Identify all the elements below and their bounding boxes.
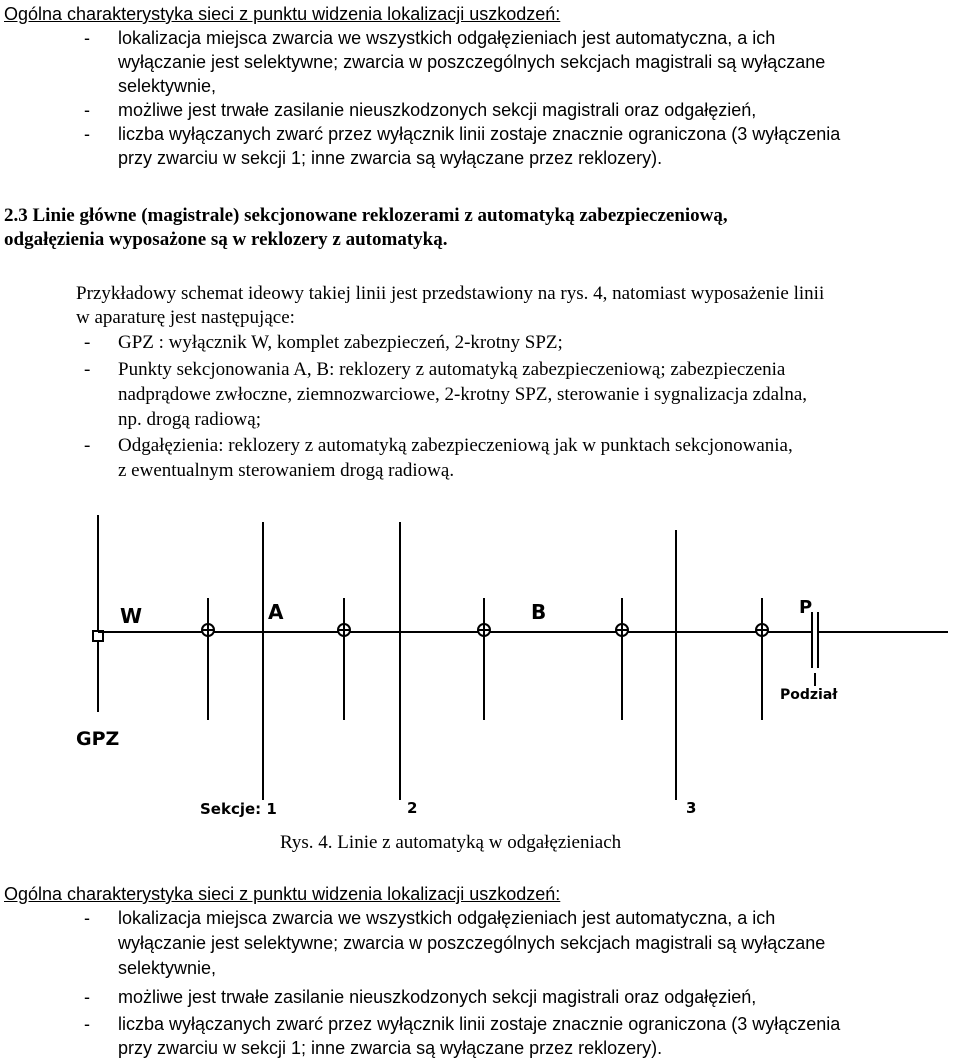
section1-bullet3-dash: - [84, 124, 90, 144]
label-p: P [799, 597, 813, 618]
section3-heading: Ogólna charakterystyka sieci z punktu widzenia lokalizacji uszkodzeń: [4, 884, 561, 904]
section1-bullet2-line1: możliwe jest trwałe zasilanie nieuszkodzonych sekcji magistrali oraz odgałęzień, [118, 100, 757, 120]
section1-bullet1-line1: lokalizacja miejsca zwarcia we wszystkich odgałęzieniach jest automatyczna, a ich [118, 28, 776, 48]
label-section-2: 2 [407, 799, 418, 817]
recloser-symbol-3 [478, 624, 490, 636]
section2-item2-line3: np. drogą radiową; [118, 409, 261, 430]
section2-intro-line2: w aparaturę jest następujące: [76, 307, 295, 328]
section2-item2-dash: - [84, 359, 91, 380]
section2-item1-dash: - [84, 332, 91, 353]
label-gpz: GPZ [76, 728, 120, 750]
recloser-symbol-4 [616, 624, 628, 636]
section1-bullet1-line3: selektywnie, [118, 76, 217, 96]
section2-item3-line1: Odgałęzienia: reklozery z automatyką zabezpieczeniową jak w punktach sekcjonowania, [118, 435, 793, 456]
section3-bullet1-line2: wyłączanie jest selektywne; zwarcia w poszczególnych sekcjach magistrali są wyłączane [118, 933, 826, 953]
section1-bullet1-dash: - [84, 28, 90, 48]
section3-bullet1-line3: selektywnie, [118, 958, 217, 978]
label-a: A [268, 600, 284, 624]
section1-bullet3-line1: liczba wyłączanych zwarć przez wyłącznik linii zostaje znacznie ograniczona (3 wyłączenia [118, 124, 841, 144]
section3-bullet1-line1: lokalizacja miejsca zwarcia we wszystkich odgałęzieniach jest automatyczna, a ich [118, 908, 776, 928]
figure-caption: Rys. 4. Linie z automatyką w odgałęzieniach [280, 832, 622, 853]
section2-title-line1: 2.3 Linie główne (magistrale) sekcjonowane reklozerami z automatyką zabezpieczeniową, [4, 205, 728, 226]
recloser-symbol-1 [202, 624, 214, 636]
section1-bullet1-line2: wyłączanie jest selektywne; zwarcia w poszczególnych sekcjach magistrali są wyłączane [118, 52, 826, 72]
section3-bullet3-dash: - [84, 1014, 90, 1034]
section2-item3-line2: z ewentualnym sterowaniem drogą radiową. [118, 460, 455, 481]
label-w: W [120, 604, 143, 628]
section3-bullet3-line1: liczba wyłączanych zwarć przez wyłącznik linii zostaje znacznie ograniczona (3 wyłączenia [118, 1014, 841, 1034]
section2-item1-line1: GPZ : wyłącznik W, komplet zabezpieczeń, 2-krotny SPZ; [118, 332, 563, 353]
label-podzial: Podział [780, 687, 838, 703]
section1-bullet3-line2: przy zwarciu w sekcji 1; inne zwarcia są wyłączane przez reklozery). [118, 148, 663, 168]
recloser-symbol-2 [338, 624, 350, 636]
label-sekcje: Sekcje: 1 [200, 800, 277, 818]
section2-intro-line1: Przykładowy schemat ideowy takiej linii jest przedstawiony na rys. 4, natomiast wyposażenie linii [76, 283, 825, 304]
section1-heading: Ogólna charakterystyka sieci z punktu widzenia lokalizacji uszkodzeń: [4, 4, 561, 24]
section3-bullet2-dash: - [84, 987, 90, 1007]
section2-item3-dash: - [84, 435, 91, 456]
section3-bullet3-line2: przy zwarciu w sekcji 1; inne zwarcia są wyłączane przez reklozery). [118, 1038, 663, 1058]
recloser-symbol-5 [756, 624, 768, 636]
label-b: B [531, 600, 547, 624]
section3-bullet1-dash: - [84, 908, 90, 928]
label-section-3: 3 [686, 799, 697, 817]
section2-title-line2: odgałęzienia wyposażone są w reklozery z automatyką. [4, 229, 448, 250]
section2-item2-line1: Punkty sekcjonowania A, B: reklozery z automatyką zabezpieczeniową; zabezpieczenia [118, 359, 786, 380]
section2-item2-line2: nadprądowe zwłoczne, ziemnozwarciowe, 2-krotny SPZ, sterowanie i sygnalizacja zdalna, [118, 384, 808, 405]
section1-bullet2-dash: - [84, 100, 90, 120]
section3-bullet2-line1: możliwe jest trwałe zasilanie nieuszkodzonych sekcji magistrali oraz odgałęzień, [118, 987, 757, 1007]
